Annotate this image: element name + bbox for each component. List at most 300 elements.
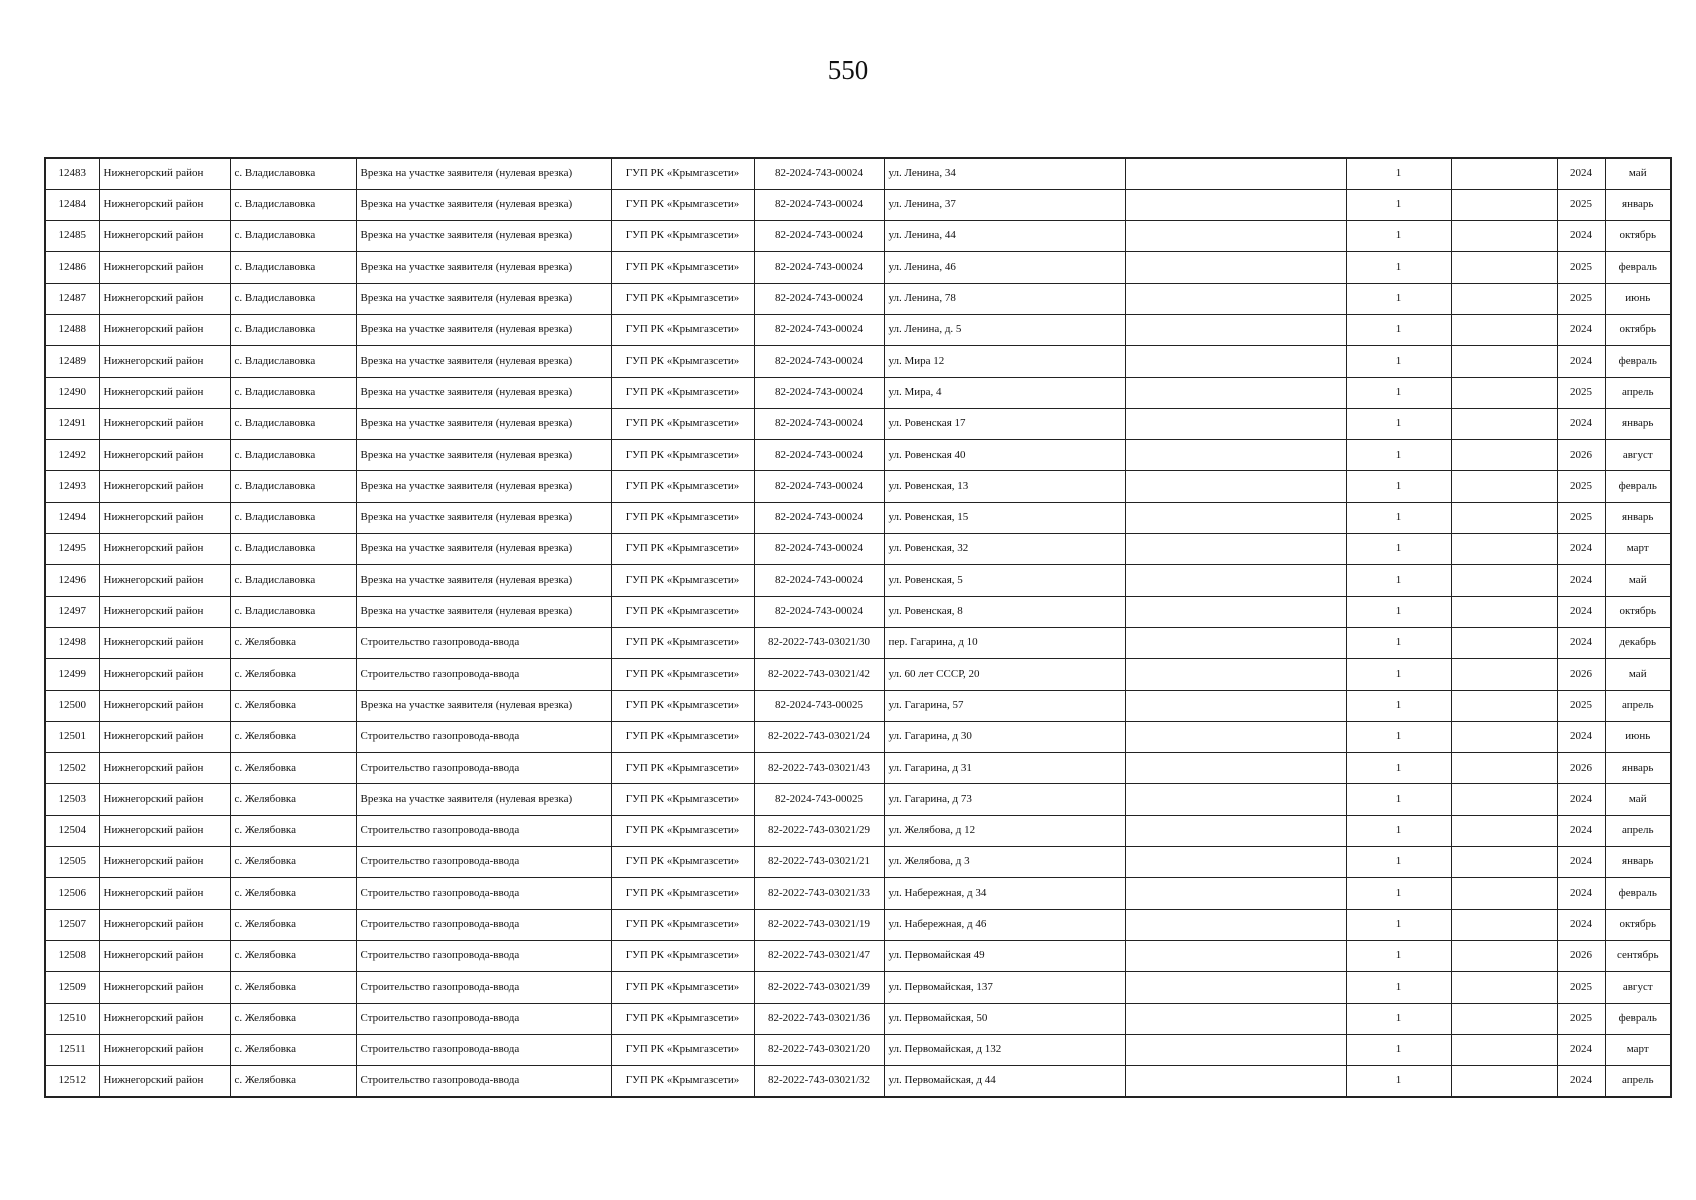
work-type-cell: Врезка на участке заявителя (нулевая врезка) [356, 377, 611, 408]
empty-cell [1125, 1066, 1346, 1097]
quantity-cell: 1 [1346, 721, 1451, 752]
quantity-cell: 1 [1346, 627, 1451, 658]
table-row [45, 534, 1671, 565]
quantity-cell: 1 [1346, 221, 1451, 252]
empty-cell [1451, 878, 1557, 909]
organization-cell: ГУП РК «Крымгазсети» [611, 534, 754, 565]
row-number-cell: 12500 [45, 690, 99, 721]
district-cell: Нижнегорский район [99, 659, 230, 690]
empty-cell [1451, 314, 1557, 345]
table-row [45, 878, 1671, 909]
district-cell: Нижнегорский район [99, 721, 230, 752]
empty-cell [1125, 1034, 1346, 1065]
organization-cell: ГУП РК «Крымгазсети» [611, 1034, 754, 1065]
quantity-cell: 1 [1346, 690, 1451, 721]
row-number-cell: 12497 [45, 596, 99, 627]
month-cell: декабрь [1605, 627, 1671, 658]
organization-cell: ГУП РК «Крымгазсети» [611, 972, 754, 1003]
year-cell: 2025 [1557, 1003, 1605, 1034]
table-row [45, 690, 1671, 721]
quantity-cell: 1 [1346, 596, 1451, 627]
district-cell: Нижнегорский район [99, 189, 230, 220]
table-row [45, 1034, 1671, 1065]
program-code-cell: 82-2024-743-00025 [754, 784, 884, 815]
address-cell: ул. Ленина, 44 [884, 221, 1125, 252]
district-cell: Нижнегорский район [99, 627, 230, 658]
work-type-cell: Строительство газопровода-ввода [356, 847, 611, 878]
village-cell: с. Владиславовка [230, 471, 356, 502]
row-number-cell: 12498 [45, 627, 99, 658]
table-row [45, 346, 1671, 377]
program-code-cell: 82-2024-743-00024 [754, 408, 884, 439]
address-cell: ул. Ленина, 78 [884, 283, 1125, 314]
work-type-cell: Строительство газопровода-ввода [356, 940, 611, 971]
row-number-cell: 12505 [45, 847, 99, 878]
year-cell: 2025 [1557, 972, 1605, 1003]
year-cell: 2025 [1557, 252, 1605, 283]
program-code-cell: 82-2022-743-03021/39 [754, 972, 884, 1003]
village-cell: с. Желябовка [230, 1003, 356, 1034]
district-cell: Нижнегорский район [99, 784, 230, 815]
organization-cell: ГУП РК «Крымгазсети» [611, 189, 754, 220]
empty-cell [1451, 158, 1557, 189]
work-type-cell: Врезка на участке заявителя (нулевая врезка) [356, 471, 611, 502]
village-cell: с. Желябовка [230, 784, 356, 815]
empty-cell [1125, 815, 1346, 846]
quantity-cell: 1 [1346, 189, 1451, 220]
program-code-cell: 82-2022-743-03021/47 [754, 940, 884, 971]
page-number: 550 [827, 55, 869, 85]
month-cell: февраль [1605, 1003, 1671, 1034]
empty-cell [1451, 440, 1557, 471]
organization-cell: ГУП РК «Крымгазсети» [611, 878, 754, 909]
table-row [45, 314, 1671, 345]
address-cell: ул. Ровенская, 5 [884, 565, 1125, 596]
address-cell: ул. Ровенская, 8 [884, 596, 1125, 627]
row-number-cell: 12506 [45, 878, 99, 909]
year-cell: 2024 [1557, 1034, 1605, 1065]
empty-cell [1451, 252, 1557, 283]
village-cell: с. Владиславовка [230, 440, 356, 471]
quantity-cell: 1 [1346, 878, 1451, 909]
empty-cell [1451, 721, 1557, 752]
table-row [45, 1066, 1671, 1097]
village-cell: с. Желябовка [230, 878, 356, 909]
row-number-cell: 12503 [45, 784, 99, 815]
table-row [45, 659, 1671, 690]
program-code-cell: 82-2024-743-00024 [754, 283, 884, 314]
empty-cell [1451, 815, 1557, 846]
address-cell: ул. Мира, 4 [884, 377, 1125, 408]
month-cell: май [1605, 659, 1671, 690]
village-cell: с. Владиславовка [230, 158, 356, 189]
address-cell: ул. Мира 12 [884, 346, 1125, 377]
village-cell: с. Владиславовка [230, 221, 356, 252]
district-cell: Нижнегорский район [99, 1066, 230, 1097]
organization-cell: ГУП РК «Крымгазсети» [611, 659, 754, 690]
work-type-cell: Врезка на участке заявителя (нулевая врезка) [356, 534, 611, 565]
month-cell: январь [1605, 753, 1671, 784]
work-type-cell: Строительство газопровода-ввода [356, 878, 611, 909]
address-cell: ул. Гагарина, д 73 [884, 784, 1125, 815]
year-cell: 2024 [1557, 627, 1605, 658]
work-type-cell: Строительство газопровода-ввода [356, 815, 611, 846]
district-cell: Нижнегорский район [99, 346, 230, 377]
empty-cell [1451, 471, 1557, 502]
village-cell: с. Желябовка [230, 690, 356, 721]
month-cell: апрель [1605, 815, 1671, 846]
work-type-cell: Строительство газопровода-ввода [356, 753, 611, 784]
village-cell: с. Владиславовка [230, 596, 356, 627]
empty-cell [1451, 784, 1557, 815]
work-type-cell: Врезка на участке заявителя (нулевая врезка) [356, 502, 611, 533]
table-row [45, 471, 1671, 502]
district-cell: Нижнегорский район [99, 596, 230, 627]
year-cell: 2024 [1557, 221, 1605, 252]
program-code-cell: 82-2022-743-03021/20 [754, 1034, 884, 1065]
year-cell: 2024 [1557, 784, 1605, 815]
empty-cell [1451, 909, 1557, 940]
organization-cell: ГУП РК «Крымгазсети» [611, 847, 754, 878]
row-number-cell: 12485 [45, 221, 99, 252]
year-cell: 2026 [1557, 440, 1605, 471]
table-row [45, 784, 1671, 815]
row-number-cell: 12495 [45, 534, 99, 565]
year-cell: 2026 [1557, 753, 1605, 784]
year-cell: 2024 [1557, 878, 1605, 909]
empty-cell [1125, 221, 1346, 252]
district-cell: Нижнегорский район [99, 440, 230, 471]
program-code-cell: 82-2024-743-00024 [754, 502, 884, 533]
empty-cell [1125, 471, 1346, 502]
month-cell: апрель [1605, 690, 1671, 721]
row-number-cell: 12501 [45, 721, 99, 752]
organization-cell: ГУП РК «Крымгазсети» [611, 784, 754, 815]
empty-cell [1451, 1034, 1557, 1065]
program-code-cell: 82-2024-743-00025 [754, 690, 884, 721]
program-code-cell: 82-2022-743-03021/43 [754, 753, 884, 784]
empty-cell [1451, 346, 1557, 377]
program-code-cell: 82-2022-743-03021/30 [754, 627, 884, 658]
program-code-cell: 82-2024-743-00024 [754, 314, 884, 345]
program-code-cell: 82-2024-743-00024 [754, 346, 884, 377]
year-cell: 2025 [1557, 189, 1605, 220]
year-cell: 2024 [1557, 565, 1605, 596]
address-cell: ул. Ленина, 46 [884, 252, 1125, 283]
district-cell: Нижнегорский район [99, 534, 230, 565]
year-cell: 2024 [1557, 1066, 1605, 1097]
empty-cell [1125, 1003, 1346, 1034]
village-cell: с. Владиславовка [230, 377, 356, 408]
quantity-cell: 1 [1346, 972, 1451, 1003]
empty-cell [1125, 534, 1346, 565]
year-cell: 2024 [1557, 408, 1605, 439]
quantity-cell: 1 [1346, 252, 1451, 283]
empty-cell [1451, 565, 1557, 596]
program-code-cell: 82-2024-743-00024 [754, 596, 884, 627]
address-cell: ул. Набережная, д 46 [884, 909, 1125, 940]
district-cell: Нижнегорский район [99, 1034, 230, 1065]
address-cell: ул. Ленина, 34 [884, 158, 1125, 189]
empty-cell [1125, 440, 1346, 471]
work-type-cell: Врезка на участке заявителя (нулевая врезка) [356, 221, 611, 252]
address-cell: ул. Первомайская, 50 [884, 1003, 1125, 1034]
table-row [45, 565, 1671, 596]
empty-cell [1125, 753, 1346, 784]
month-cell: январь [1605, 408, 1671, 439]
organization-cell: ГУП РК «Крымгазсети» [611, 596, 754, 627]
empty-cell [1125, 158, 1346, 189]
month-cell: апрель [1605, 377, 1671, 408]
work-type-cell: Врезка на участке заявителя (нулевая врезка) [356, 596, 611, 627]
program-code-cell: 82-2022-743-03021/19 [754, 909, 884, 940]
empty-cell [1451, 502, 1557, 533]
address-cell: ул. Гагарина, 57 [884, 690, 1125, 721]
empty-cell [1451, 377, 1557, 408]
empty-cell [1451, 753, 1557, 784]
quantity-cell: 1 [1346, 565, 1451, 596]
district-cell: Нижнегорский район [99, 940, 230, 971]
quantity-cell: 1 [1346, 909, 1451, 940]
program-code-cell: 82-2022-743-03021/29 [754, 815, 884, 846]
program-code-cell: 82-2022-743-03021/21 [754, 847, 884, 878]
empty-cell [1125, 189, 1346, 220]
quantity-cell: 1 [1346, 784, 1451, 815]
quantity-cell: 1 [1346, 534, 1451, 565]
row-number-cell: 12487 [45, 283, 99, 314]
empty-cell [1125, 940, 1346, 971]
address-cell: ул. Ровенская 40 [884, 440, 1125, 471]
program-code-cell: 82-2024-743-00024 [754, 471, 884, 502]
program-code-cell: 82-2022-743-03021/36 [754, 1003, 884, 1034]
village-cell: с. Владиславовка [230, 346, 356, 377]
district-cell: Нижнегорский район [99, 690, 230, 721]
empty-cell [1451, 534, 1557, 565]
work-type-cell: Строительство газопровода-ввода [356, 659, 611, 690]
empty-cell [1125, 377, 1346, 408]
table-row [45, 721, 1671, 752]
district-cell: Нижнегорский район [99, 878, 230, 909]
village-cell: с. Желябовка [230, 815, 356, 846]
object-register-table [44, 157, 1672, 1098]
row-number-cell: 12511 [45, 1034, 99, 1065]
work-type-cell: Строительство газопровода-ввода [356, 909, 611, 940]
empty-cell [1125, 909, 1346, 940]
district-cell: Нижнегорский район [99, 283, 230, 314]
quantity-cell: 1 [1346, 659, 1451, 690]
organization-cell: ГУП РК «Крымгазсети» [611, 815, 754, 846]
work-type-cell: Врезка на участке заявителя (нулевая врезка) [356, 314, 611, 345]
row-number-cell: 12486 [45, 252, 99, 283]
organization-cell: ГУП РК «Крымгазсети» [611, 721, 754, 752]
month-cell: март [1605, 534, 1671, 565]
empty-cell [1451, 659, 1557, 690]
district-cell: Нижнегорский район [99, 471, 230, 502]
year-cell: 2025 [1557, 283, 1605, 314]
year-cell: 2024 [1557, 158, 1605, 189]
address-cell: ул. Первомайская, 137 [884, 972, 1125, 1003]
empty-cell [1125, 972, 1346, 1003]
month-cell: октябрь [1605, 596, 1671, 627]
address-cell: ул. Первомайская, д 44 [884, 1066, 1125, 1097]
address-cell: пер. Гагарина, д 10 [884, 627, 1125, 658]
year-cell: 2025 [1557, 502, 1605, 533]
organization-cell: ГУП РК «Крымгазсети» [611, 440, 754, 471]
empty-cell [1451, 972, 1557, 1003]
row-number-cell: 12493 [45, 471, 99, 502]
quantity-cell: 1 [1346, 158, 1451, 189]
table-row [45, 1003, 1671, 1034]
row-number-cell: 12488 [45, 314, 99, 345]
village-cell: с. Желябовка [230, 753, 356, 784]
district-cell: Нижнегорский район [99, 377, 230, 408]
empty-cell [1451, 1003, 1557, 1034]
month-cell: июнь [1605, 721, 1671, 752]
organization-cell: ГУП РК «Крымгазсети» [611, 753, 754, 784]
organization-cell: ГУП РК «Крымгазсети» [611, 314, 754, 345]
row-number-cell: 12512 [45, 1066, 99, 1097]
quantity-cell: 1 [1346, 815, 1451, 846]
quantity-cell: 1 [1346, 753, 1451, 784]
empty-cell [1125, 659, 1346, 690]
organization-cell: ГУП РК «Крымгазсети» [611, 940, 754, 971]
organization-cell: ГУП РК «Крымгазсети» [611, 408, 754, 439]
program-code-cell: 82-2024-743-00024 [754, 534, 884, 565]
month-cell: февраль [1605, 252, 1671, 283]
month-cell: август [1605, 972, 1671, 1003]
table-row [45, 408, 1671, 439]
organization-cell: ГУП РК «Крымгазсети» [611, 627, 754, 658]
table-row [45, 596, 1671, 627]
row-number-cell: 12494 [45, 502, 99, 533]
village-cell: с. Желябовка [230, 972, 356, 1003]
organization-cell: ГУП РК «Крымгазсети» [611, 252, 754, 283]
empty-cell [1125, 502, 1346, 533]
address-cell: ул. Первомайская, д 132 [884, 1034, 1125, 1065]
village-cell: с. Владиславовка [230, 189, 356, 220]
village-cell: с. Владиславовка [230, 534, 356, 565]
village-cell: с. Владиславовка [230, 565, 356, 596]
empty-cell [1451, 627, 1557, 658]
district-cell: Нижнегорский район [99, 221, 230, 252]
organization-cell: ГУП РК «Крымгазсети» [611, 283, 754, 314]
quantity-cell: 1 [1346, 408, 1451, 439]
row-number-cell: 12507 [45, 909, 99, 940]
organization-cell: ГУП РК «Крымгазсети» [611, 471, 754, 502]
quantity-cell: 1 [1346, 471, 1451, 502]
village-cell: с. Владиславовка [230, 314, 356, 345]
village-cell: с. Желябовка [230, 909, 356, 940]
work-type-cell: Врезка на участке заявителя (нулевая врезка) [356, 690, 611, 721]
work-type-cell: Строительство газопровода-ввода [356, 1034, 611, 1065]
month-cell: февраль [1605, 471, 1671, 502]
table-row [45, 221, 1671, 252]
program-code-cell: 82-2022-743-03021/42 [754, 659, 884, 690]
empty-cell [1125, 627, 1346, 658]
village-cell: с. Владиславовка [230, 408, 356, 439]
month-cell: январь [1605, 502, 1671, 533]
program-code-cell: 82-2022-743-03021/32 [754, 1066, 884, 1097]
program-code-cell: 82-2024-743-00024 [754, 252, 884, 283]
program-code-cell: 82-2024-743-00024 [754, 221, 884, 252]
quantity-cell: 1 [1346, 283, 1451, 314]
quantity-cell: 1 [1346, 377, 1451, 408]
empty-cell [1451, 690, 1557, 721]
empty-cell [1125, 721, 1346, 752]
year-cell: 2025 [1557, 471, 1605, 502]
district-cell: Нижнегорский район [99, 565, 230, 596]
quantity-cell: 1 [1346, 1003, 1451, 1034]
row-number-cell: 12483 [45, 158, 99, 189]
year-cell: 2026 [1557, 940, 1605, 971]
row-number-cell: 12508 [45, 940, 99, 971]
quantity-cell: 1 [1346, 940, 1451, 971]
empty-cell [1451, 283, 1557, 314]
month-cell: январь [1605, 847, 1671, 878]
village-cell: с. Желябовка [230, 659, 356, 690]
month-cell: апрель [1605, 1066, 1671, 1097]
work-type-cell: Врезка на участке заявителя (нулевая врезка) [356, 565, 611, 596]
quantity-cell: 1 [1346, 1066, 1451, 1097]
month-cell: сентябрь [1605, 940, 1671, 971]
village-cell: с. Желябовка [230, 940, 356, 971]
address-cell: ул. Ровенская, 15 [884, 502, 1125, 533]
village-cell: с. Желябовка [230, 627, 356, 658]
row-number-cell: 12510 [45, 1003, 99, 1034]
row-number-cell: 12496 [45, 565, 99, 596]
work-type-cell: Строительство газопровода-ввода [356, 1066, 611, 1097]
row-number-cell: 12504 [45, 815, 99, 846]
empty-cell [1125, 690, 1346, 721]
organization-cell: ГУП РК «Крымгазсети» [611, 346, 754, 377]
table-row [45, 909, 1671, 940]
address-cell: ул. Ровенская 17 [884, 408, 1125, 439]
table-row [45, 753, 1671, 784]
organization-cell: ГУП РК «Крымгазсети» [611, 502, 754, 533]
address-cell: ул. 60 лет СССР, 20 [884, 659, 1125, 690]
organization-cell: ГУП РК «Крымгазсети» [611, 1003, 754, 1034]
month-cell: январь [1605, 189, 1671, 220]
work-type-cell: Врезка на участке заявителя (нулевая врезка) [356, 440, 611, 471]
work-type-cell: Строительство газопровода-ввода [356, 1003, 611, 1034]
empty-cell [1125, 346, 1346, 377]
village-cell: с. Желябовка [230, 721, 356, 752]
district-cell: Нижнегорский район [99, 847, 230, 878]
row-number-cell: 12484 [45, 189, 99, 220]
empty-cell [1451, 596, 1557, 627]
program-code-cell: 82-2022-743-03021/33 [754, 878, 884, 909]
program-code-cell: 82-2024-743-00024 [754, 377, 884, 408]
year-cell: 2024 [1557, 909, 1605, 940]
quantity-cell: 1 [1346, 440, 1451, 471]
program-code-cell: 82-2022-743-03021/24 [754, 721, 884, 752]
organization-cell: ГУП РК «Крымгазсети» [611, 221, 754, 252]
table-row [45, 283, 1671, 314]
organization-cell: ГУП РК «Крымгазсети» [611, 690, 754, 721]
year-cell: 2025 [1557, 690, 1605, 721]
empty-cell [1451, 940, 1557, 971]
empty-cell [1125, 283, 1346, 314]
district-cell: Нижнегорский район [99, 753, 230, 784]
empty-cell [1125, 847, 1346, 878]
work-type-cell: Врезка на участке заявителя (нулевая врезка) [356, 189, 611, 220]
table-row [45, 940, 1671, 971]
village-cell: с. Владиславовка [230, 502, 356, 533]
table-row [45, 502, 1671, 533]
table-row [45, 440, 1671, 471]
month-cell: май [1605, 565, 1671, 596]
work-type-cell: Врезка на участке заявителя (нулевая врезка) [356, 158, 611, 189]
